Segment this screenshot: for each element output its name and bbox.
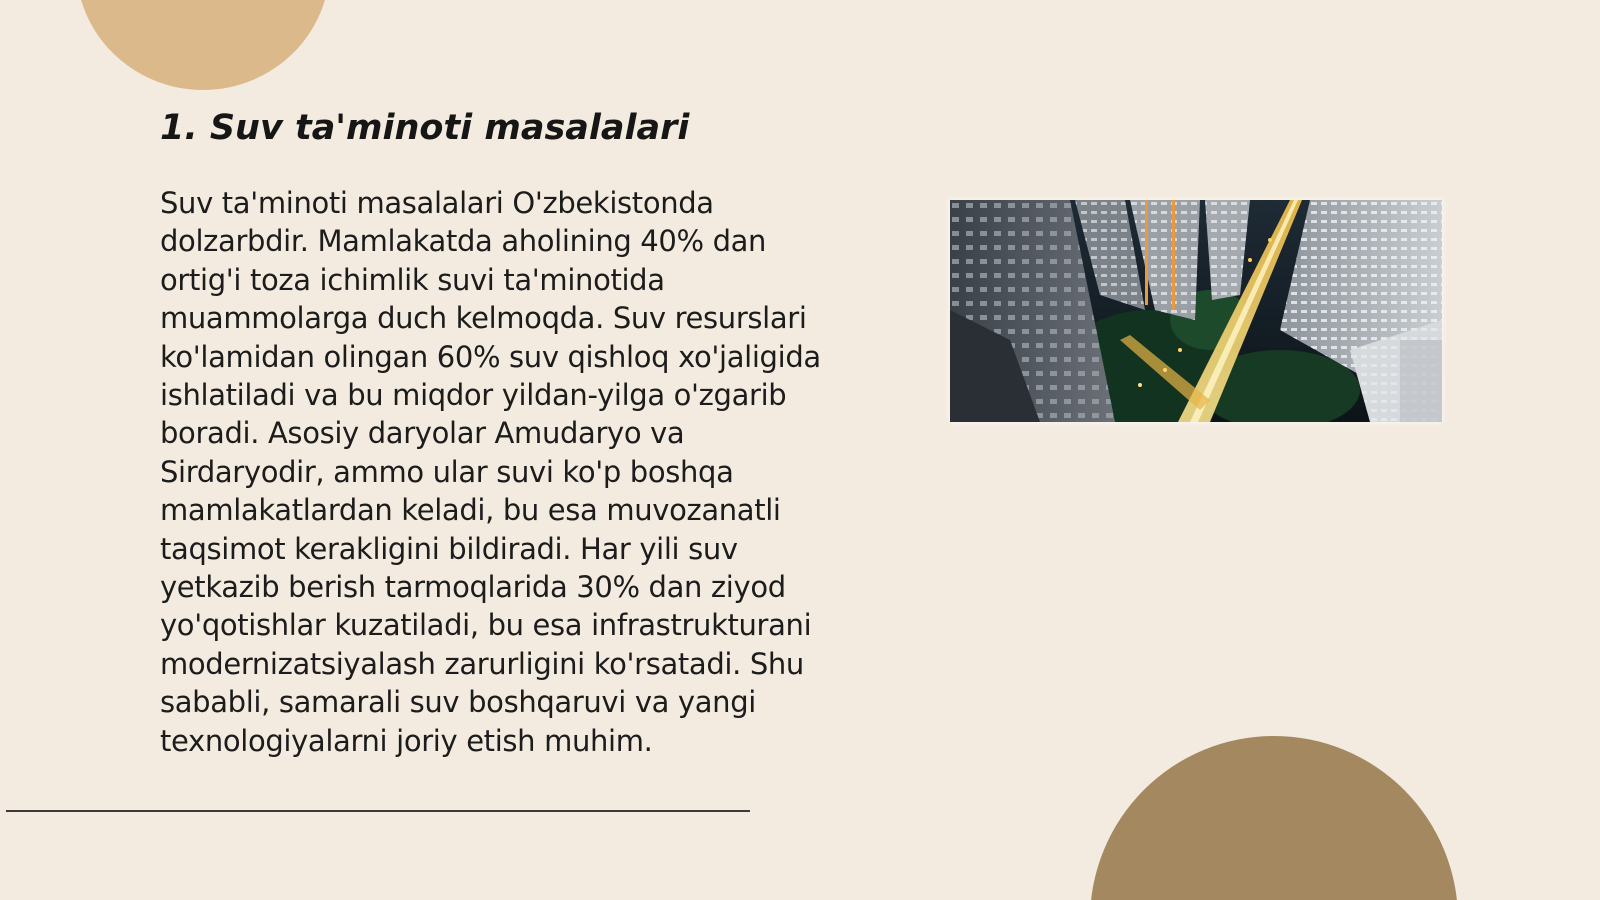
slide-body-text: Suv ta'minoti masalalari O'zbekistonda dolzarbdir. Mamlakatda aholining 40% dan ortig'i toza ichimlik suvi ta'minotida muammolarga duch kelmoqda. Suv resurslari ko'lamidan olingan 60% suv qishloq xo'jaligida ishlatiladi va bu miqdor yildan-yilga o'zgarib boradi. Asosiy daryolar Amudaryo va Sirdaryodir, ammo ular suvi ko'p boshqa mamlakatlardan keladi, bu esa muvozanatli taqsimot kerakligini bildiradi. Har yili suv yetkazib berish tarmoqlarida 30% dan ziyod yo'qotishlar kuzatiladi, bu esa infrastrukturani modernizatsiyalash zarurligini ko'rsatadi. Shu sababli, samarali suv boshqaruvi va yangi texnologiyalarni joriy etish muhim. bbox=[160, 186, 821, 758]
slide-title: 1. Suv ta'minoti masalalari bbox=[160, 108, 690, 148]
divider-line bbox=[6, 810, 750, 812]
city-aerial-photo bbox=[950, 200, 1442, 422]
decorative-circle-bottom bbox=[1090, 736, 1458, 900]
decorative-circle-top bbox=[76, 0, 330, 90]
